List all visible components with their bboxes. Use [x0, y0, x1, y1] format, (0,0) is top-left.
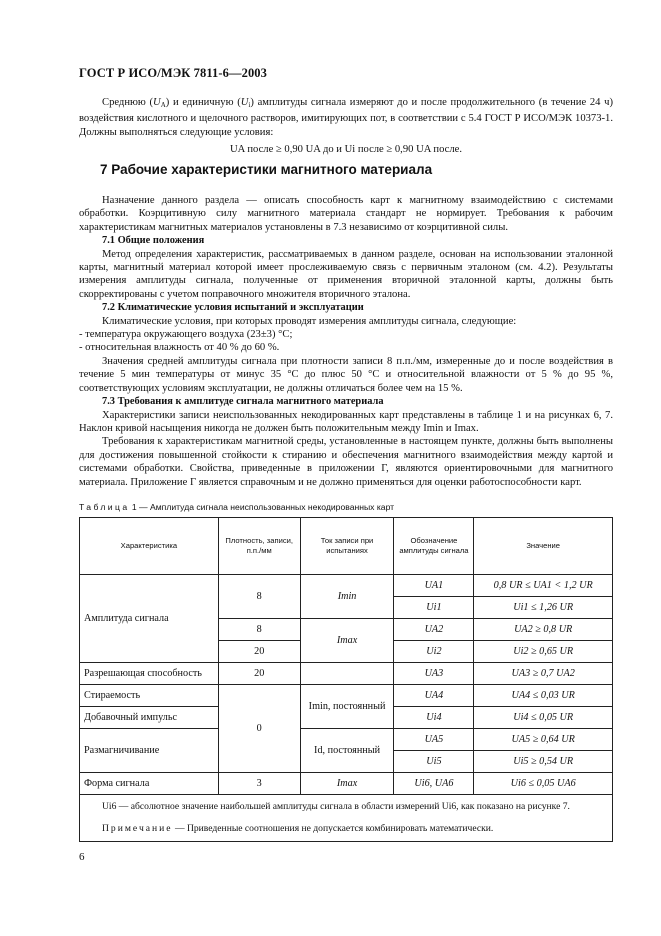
table-cell: Ui6 ≤ 0,05 UA6: [474, 773, 613, 795]
table-cell: 0: [218, 685, 300, 773]
table-cell: UA3: [394, 663, 474, 685]
table-cell: Imin, постоянный: [300, 685, 394, 729]
section-7-1-title: 7.1 Общие положения: [102, 235, 205, 247]
table-row: [80, 729, 613, 751]
section-7-paragraph: Назначение данного раздела — описать способность карт к магнитному взаимодействию с системами обработки. Коэрцитивную силу магнитного материала стандарт не нормирует. Требования к рабочим характеристикам магнитных материалов установлены в 7.3 независимо от коэрцитивной силы.: [79, 195, 613, 233]
table-cell: Ui1: [394, 597, 474, 619]
table-footnote: Ui6 — абсолютное значение наибольшей амплитуды сигнала в области измерений Ui6, как показано на рисунке 7.: [102, 801, 570, 812]
table-cell: Ui4 ≤ 0,05 UR: [474, 707, 613, 729]
table-row: [80, 773, 613, 795]
table-header-cell: Значение: [474, 518, 613, 575]
table-cell: UA2 ≥ 0,8 UR: [474, 619, 613, 641]
table-cell: Размагничивание: [80, 729, 219, 773]
section-7-3-paragraph-2: Требования к характеристикам магнитной среды, установленные в настоящем пункте, должны быть выполнены для достижения повышенной стойкости к стиранию и обеспечения магнитного взаимодействия между картой и системами обработки. Свойства, приведенные в приложении Г, являются ориентировочными для магнитного материала. Приложение Г является справочным и не должно применяться для оценки работоспособности карт.: [79, 436, 613, 488]
section-7-2-title: 7.2 Климатические условия испытаний и эксплуатации: [102, 302, 364, 314]
table-row: [80, 575, 613, 597]
amplitude-table: [79, 517, 613, 842]
intro-block: [79, 96, 613, 157]
table-header-cell: Ток записи при испытаниях: [300, 518, 394, 575]
table-note-row: [80, 795, 613, 842]
list-item-humidity: - относительная влажность от 40 % до 60 %.: [79, 342, 280, 354]
table-cell: UA5 ≥ 0,64 UR: [474, 729, 613, 751]
table-cell: UA3 ≥ 0,7 UA2: [474, 663, 613, 685]
table-cell: Ui5: [394, 751, 474, 773]
table-cell: Ui2: [394, 641, 474, 663]
section-7-body: [79, 194, 613, 489]
table-cell: Imin: [300, 575, 394, 619]
table-note-cell: [80, 795, 613, 842]
list-item-temperature: - температура окружающего воздуха (23±3) °С;: [79, 329, 293, 341]
table-cell: UA4 ≤ 0,03 UR: [474, 685, 613, 707]
table-cell: 3: [218, 773, 300, 795]
table-cell: Ui6, UA6: [394, 773, 474, 795]
table-cell: 8: [218, 575, 300, 619]
table-cell: 20: [218, 641, 300, 663]
table-cell: UA4: [394, 685, 474, 707]
section-7-title: 7 Рабочие характеристики магнитного материала: [100, 162, 433, 177]
table-cell: Амплитуда сигнала: [80, 575, 219, 663]
table-row: [80, 685, 613, 707]
table-cell: Форма сигнала: [80, 773, 219, 795]
table-cell: Ui4: [394, 707, 474, 729]
section-7-3-paragraph: Характеристики записи неиспользованных некодированных карт представлены в таблице 1 и на рисунках 6, 7. Наклон кривой насыщения никогда не должен быть положительным между Imin и Imax.: [79, 409, 613, 434]
table-cell: Ui2 ≥ 0,65 UR: [474, 641, 613, 663]
intro-paragraph: Среднюю $(U_A)$ и единичную $(U_i)$ амплитуды сигнала измеряют до и после продолжительного (в течение 24 ч) воздействия кислотного и щелочного растворов, имитирующих пот, в соответствии с 5.4 ГОСТ Р ИСО/МЭК 10373-1. Должны выполняться следующие условия:: [79, 97, 614, 138]
table-cell: UA5: [394, 729, 474, 751]
table-cell: UA1: [394, 575, 474, 597]
table-cell: 20: [218, 663, 300, 685]
table-cell: 8: [218, 619, 300, 641]
formula-line: UA после ≥ 0,90 UA до и Ui после ≥ 0,90 UA после.: [230, 144, 462, 156]
section-7-2-paragraph: Климатические условия, при которых проводят измерения амплитуды сигнала, следующие:: [102, 315, 517, 327]
table-header-cell: Характеристика: [80, 518, 219, 575]
table-cell: Id, постоянный: [300, 729, 394, 773]
table-cell: UA2: [394, 619, 474, 641]
table-cell: Imax: [300, 619, 394, 663]
table-cell: Стираемость: [80, 685, 219, 707]
table-header-cell: Плотность, записи, п.п./мм: [218, 518, 300, 575]
table-note: Примечание — Приведенные соотношения не допускается комбинировать математически.: [102, 823, 494, 834]
table-cell: Ui1 ≤ 1,26 UR: [474, 597, 613, 619]
table-cell: [300, 663, 394, 685]
section-7-1-paragraph: Метод определения характеристик, рассматриваемых в данном разделе, основан на использовании эталонной карты, магнитный материал которой имеет прослеживаемую связь с первичным эталоном (см. 4.2). Результаты измерения амплитуды сигнала, полученные от применения вторичной эталонной карты, должны быть скорректированы с учетом поправочного множителя вторичного эталона.: [79, 248, 613, 300]
table-header-cell: Обозначение амплитуды сигнала: [394, 518, 474, 575]
section-7-3-title: 7.3 Требования к амплитуде сигнала магнитного материала: [102, 396, 384, 408]
table-row: [80, 663, 613, 685]
document-header: ГОСТ Р ИСО/МЭК 7811-6—2003: [79, 66, 268, 80]
table-cell: Ui5 ≥ 0,54 UR: [474, 751, 613, 773]
table-caption: Таблица 1 — Амплитуда сигнала неиспользованных некодированных карт: [79, 502, 395, 512]
page-number: 6: [79, 851, 85, 863]
table-cell: 0,8 UR ≤ UA1 < 1,2 UR: [474, 575, 613, 597]
section-7-2-paragraph-2: Значения средней амплитуды сигнала при плотности записи 8 п.п./мм, измеренные до и после воздействия в течение 5 мин температуры от минус 35 °С до плюс 50 °С и относительной влажности от 5 % до 95 %, соответствующих условиям эксплуатации, не должны отличаться более чем на 15 %.: [79, 355, 613, 394]
table-cell: Добавочный импульс: [80, 707, 219, 729]
table-header-row: [80, 518, 613, 575]
table-cell: Imax: [300, 773, 394, 795]
table-cell: Разрешающая способность: [80, 663, 219, 685]
